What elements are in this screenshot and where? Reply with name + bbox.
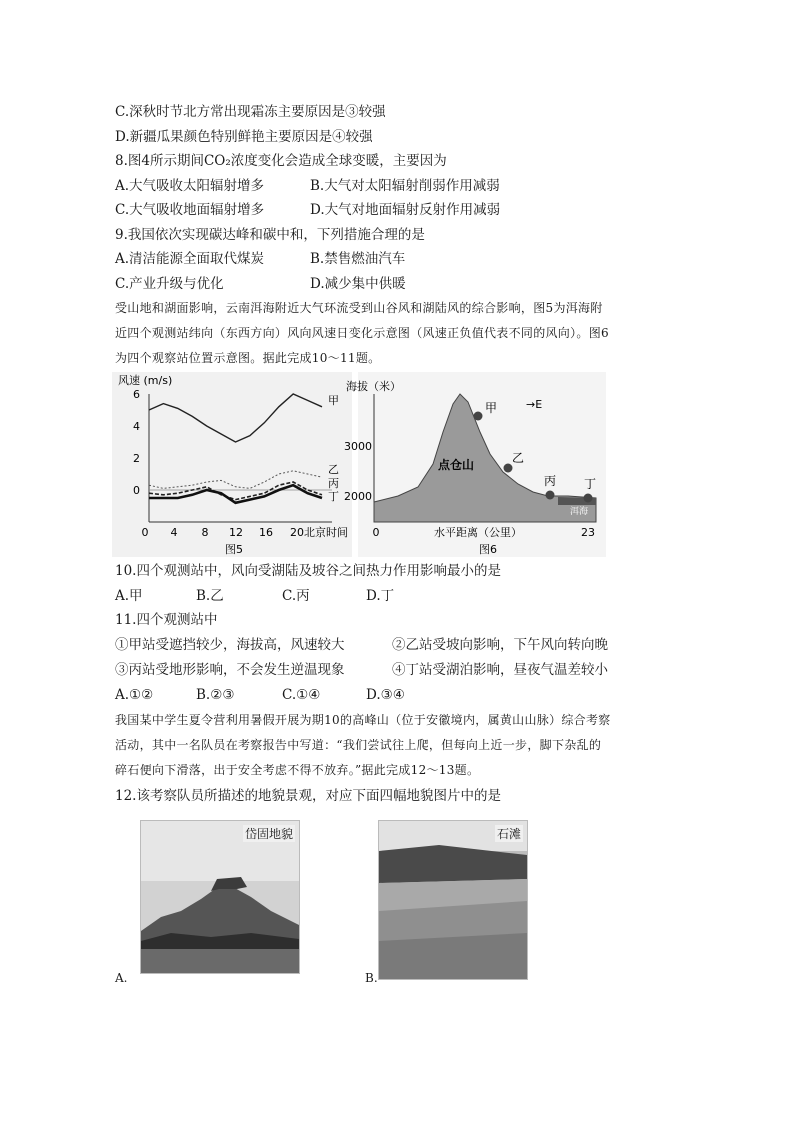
photo-b-title: 石滩 <box>496 827 521 841</box>
figure-6-caption: 图6 <box>479 543 497 556</box>
passage-1-line-2: 近四个观测站纬向（东西方向）风向风速日变化示意图（风速正负值代表不同的风向）。图6 <box>115 326 609 340</box>
figure-5-ytick: 2 <box>133 452 140 465</box>
figure-5-xlabel: 北京时间 <box>304 526 348 539</box>
station-bing-label: 丙 <box>544 474 557 488</box>
option-8c: C.大气吸收地面辐射增多 <box>115 202 265 218</box>
passage-1-line-1: 受山地和湖面影响，云南洱海附近大气环流受到山谷风和湖陆风的综合影响，图5为洱海附 <box>115 301 603 315</box>
passage-2-line-3: 碎石便向下滑落，出于安全考虑不得不放弃。”据此完成12～13题。 <box>115 763 480 777</box>
station-ding-marker <box>584 494 593 503</box>
statement-11-4: ④丁站受湖泊影响，昼夜气温差较小 <box>392 662 608 678</box>
option-9c: C.产业升级与优化 <box>115 276 224 292</box>
mountain-name-label: 点仓山 <box>437 458 475 472</box>
photo-a-title: 岱固地貌 <box>244 827 293 841</box>
question-11: 11.四个观测站中 <box>115 612 218 628</box>
figure-5-ytick: 6 <box>133 388 140 401</box>
question-12: 12.该考察队员所描述的地貌景观，对应下面四幅地貌图片中的是 <box>115 788 501 804</box>
option-8d: D.大气对地面辐射反射作用减弱 <box>310 202 501 218</box>
passage-2-line-2: 活动，其中一名队员在考察报告中写道：“我们尝试往上爬，但每向上近一步，脚下杂乱的 <box>115 738 602 752</box>
figure-5-xtick: 0 <box>141 526 149 539</box>
series-label-bing: 丙 <box>328 477 339 490</box>
statement-11-2: ②乙站受坡向影响，下午风向转向晚 <box>392 637 608 653</box>
station-yi-label: 乙 <box>512 451 525 465</box>
option-10c: C.丙 <box>282 588 310 604</box>
figure-5-ytick: 4 <box>133 420 140 433</box>
option-7d: D.新疆瓜果颜色特别鲜艳主要原因是④较强 <box>115 129 373 145</box>
option-10b: B.乙 <box>196 588 224 604</box>
photo-b-image <box>379 821 527 979</box>
station-bing-marker <box>546 491 555 500</box>
option-9d: D.减少集中供暖 <box>310 276 406 292</box>
option-9b: B.禁售燃油汽车 <box>310 251 406 267</box>
option-8b: B.大气对太阳辐射削弱作用减弱 <box>310 178 500 194</box>
east-arrow-label: →E <box>526 398 543 411</box>
series-label-ding: 丁 <box>328 490 339 503</box>
photo-b-label: B. <box>365 971 378 985</box>
option-7c: C.深秋时节北方常出现霜冻主要原因是③较强 <box>115 104 386 120</box>
option-10a: A.甲 <box>115 588 143 604</box>
photo-a-image <box>141 821 299 973</box>
figure-5-ylabel: 风速 (m/s) <box>118 374 173 387</box>
figure-6-ytick: 3000 <box>344 440 372 453</box>
figure-5-ytick: 0 <box>133 484 140 497</box>
option-9a: A.清洁能源全面取代煤炭 <box>115 251 265 267</box>
option-10d: D.丁 <box>366 588 395 604</box>
figure-6-ylabel: 海拔（米） <box>346 380 401 393</box>
statement-11-3: ③丙站受地形影响，不会发生逆温现象 <box>115 662 345 678</box>
figure-6-xtick: 23 <box>581 526 595 539</box>
lake-name-label: 洱海 <box>570 507 589 517</box>
figure-5-chart <box>112 372 352 557</box>
figure-5-xtick: 8 <box>201 526 209 539</box>
series-label-jia: 甲 <box>328 394 339 407</box>
figure-5-xtick: 20 <box>290 526 304 539</box>
station-jia-marker <box>474 412 483 421</box>
option-11d: D.③④ <box>366 687 405 703</box>
station-jia-label: 甲 <box>485 401 498 415</box>
question-9: 9.我国依次实现碳达峰和碳中和，下列措施合理的是 <box>115 227 425 243</box>
question-10: 10.四个观测站中，风向受湖陆及坡谷之间热力作用影响最小的是 <box>115 563 501 579</box>
question-8: 8.图4所示期间CO₂浓度变化会造成全球变暖，主要因为 <box>115 153 447 169</box>
figure-6-ytick: 2000 <box>344 490 372 503</box>
landform-photo-a <box>140 820 300 974</box>
figure-6-xlabel: 水平距离（公里） <box>434 526 522 539</box>
figure-5-xtick: 4 <box>170 526 178 539</box>
photo-a-label: A. <box>115 971 128 985</box>
landform-photo-b <box>378 820 528 980</box>
figure-5-xtick: 16 <box>259 526 273 539</box>
statement-11-1: ①甲站受遮挡较少，海拔高，风速较大 <box>115 637 345 653</box>
option-11b: B.②③ <box>196 687 235 703</box>
option-8a: A.大气吸收太阳辐射增多 <box>115 178 265 194</box>
passage-2-line-1: 我国某中学生夏令营利用暑假开展为期10的高峰山（位于安徽境内，属黄山山脉）综合考察 <box>115 713 611 727</box>
series-label-yi: 乙 <box>328 463 339 476</box>
figure-6-xtick: 0 <box>372 526 380 539</box>
figure-5-caption: 图5 <box>225 543 243 556</box>
figure-5-xtick: 12 <box>229 526 243 539</box>
passage-1-line-3: 为四个观察站位置示意图。据此完成10～11题。 <box>115 351 381 365</box>
station-ding-label: 丁 <box>584 477 597 491</box>
option-11a: A.①② <box>115 687 154 703</box>
figure-6-profile <box>344 372 606 557</box>
option-11c: C.①④ <box>282 687 321 703</box>
